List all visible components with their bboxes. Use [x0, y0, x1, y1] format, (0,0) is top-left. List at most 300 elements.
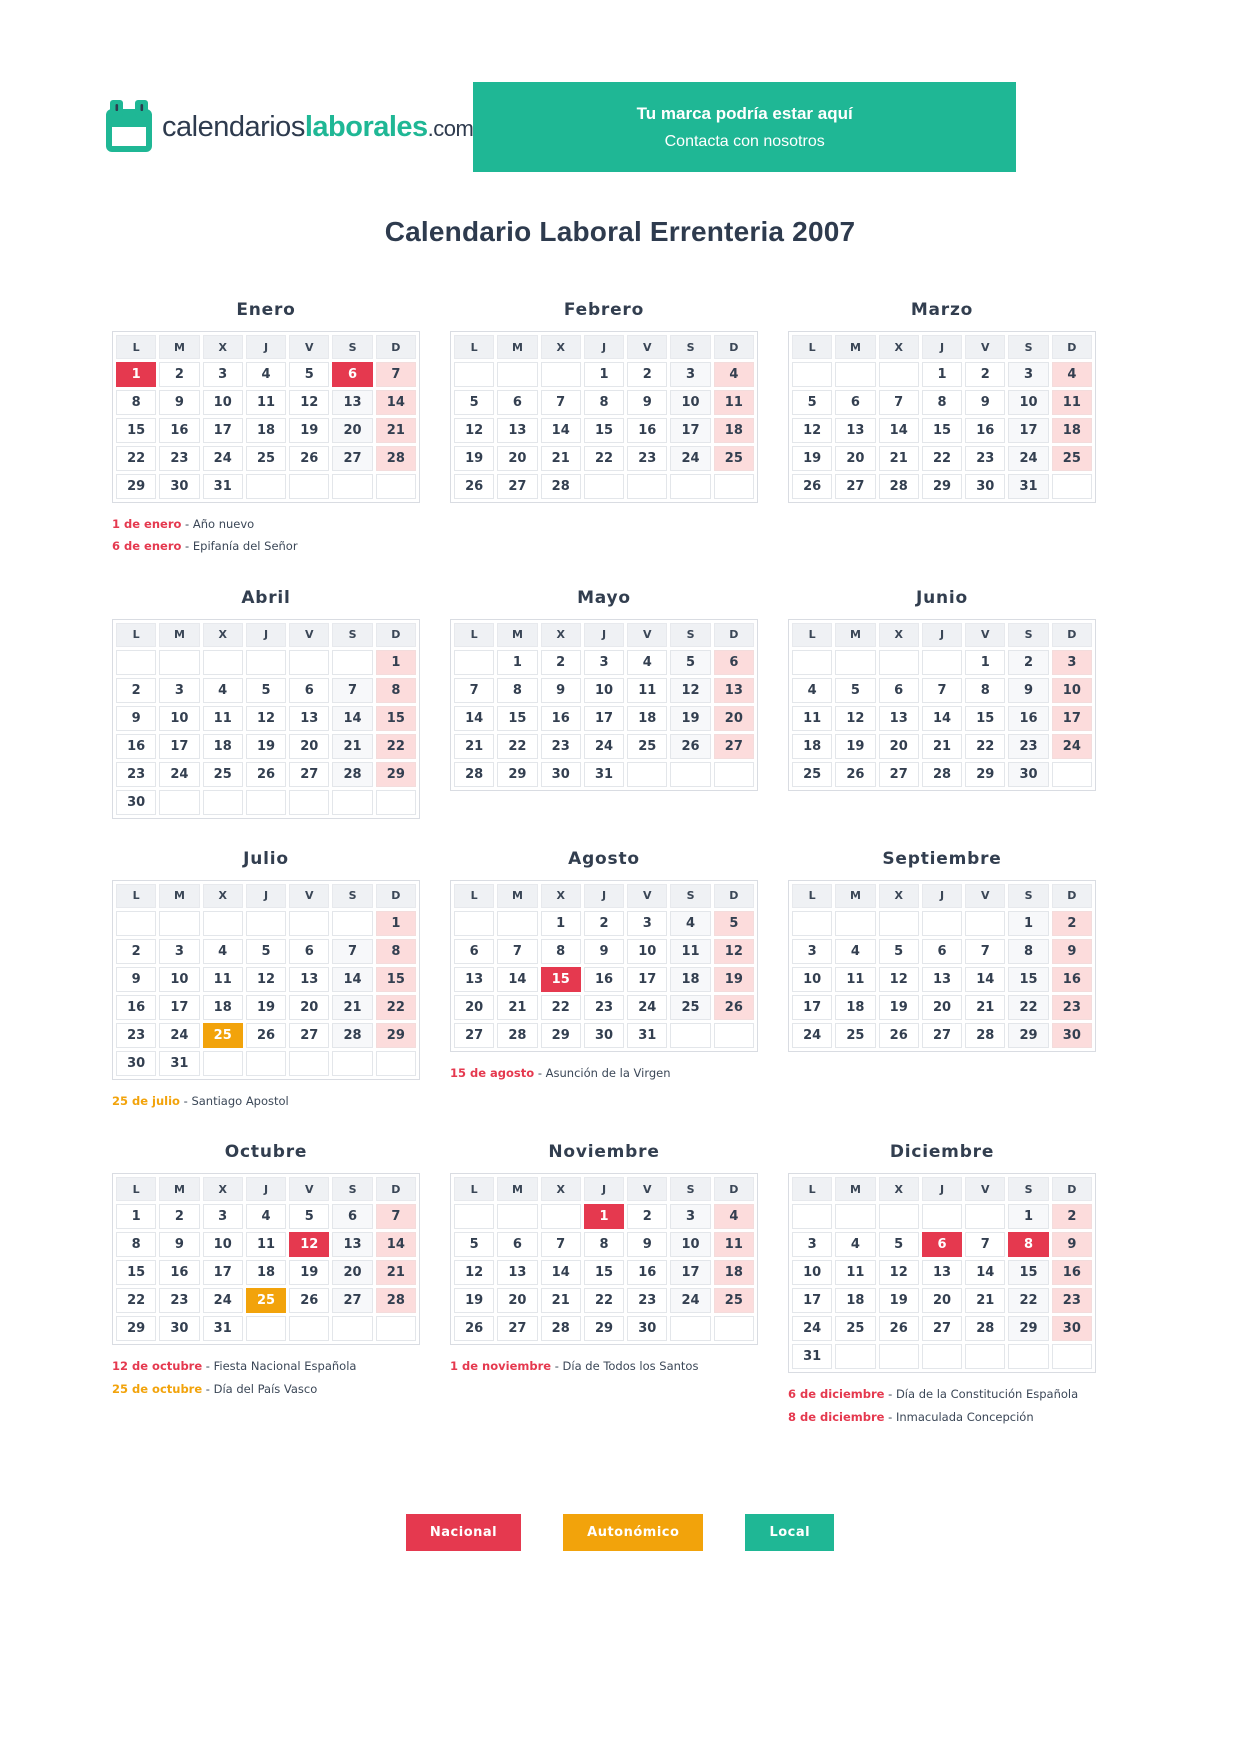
day-cell: 17: [1008, 418, 1048, 443]
weekday-header-row: [454, 335, 754, 359]
banner-contact-link: Contacta con nosotros: [664, 132, 825, 150]
day-cell: 30: [541, 762, 581, 787]
day-cell: 16: [159, 418, 199, 443]
day-cell: 12: [670, 678, 710, 703]
day-cell: 27: [497, 474, 537, 499]
day-cell-empty: [376, 1051, 416, 1076]
day-cell: 21: [541, 1288, 581, 1313]
day-cell: 3: [203, 1204, 243, 1229]
day-cell: 16: [1052, 1260, 1092, 1285]
day-cell: 22: [497, 734, 537, 759]
logo-part-calendarios: calendarios: [162, 110, 305, 143]
day-cell: 19: [454, 446, 494, 471]
holiday-cell-autonomico: 25: [203, 1023, 243, 1048]
week-row: [792, 734, 1092, 759]
day-cell: 28: [879, 474, 919, 499]
day-cell: 29: [1008, 1316, 1048, 1341]
day-cell-empty: [159, 911, 199, 936]
month-table: [112, 1173, 420, 1345]
day-cell: 26: [792, 474, 832, 499]
day-cell: 16: [116, 995, 156, 1020]
day-cell-empty: [670, 474, 710, 499]
day-cell: 30: [116, 1051, 156, 1076]
month-calendar-julio: [112, 849, 420, 1112]
day-cell: 2: [159, 1204, 199, 1229]
day-cell: 29: [116, 474, 156, 499]
day-cell: 30: [965, 474, 1005, 499]
weekday-header: J: [584, 1177, 624, 1201]
day-cell-empty: [922, 911, 962, 936]
day-cell: 30: [1008, 762, 1048, 787]
holiday-cell-nacional: 1: [584, 1204, 624, 1229]
day-cell: 27: [289, 762, 329, 787]
day-cell: 9: [541, 678, 581, 703]
weekday-header-row: [116, 884, 416, 908]
day-cell: 22: [541, 995, 581, 1020]
day-cell: 9: [159, 390, 199, 415]
day-cell: 14: [376, 1232, 416, 1257]
weekday-header: M: [159, 884, 199, 908]
day-cell-empty: [835, 1204, 875, 1229]
weekday-header: S: [1008, 335, 1048, 359]
day-cell: 16: [627, 418, 667, 443]
months-grid: [112, 300, 1096, 1428]
weekday-header: D: [1052, 1177, 1092, 1201]
weekday-header: M: [835, 335, 875, 359]
day-cell: 4: [246, 1204, 286, 1229]
day-cell: 27: [454, 1023, 494, 1048]
weekday-header: S: [332, 623, 372, 647]
week-row: [454, 390, 754, 415]
month-days: [116, 1204, 416, 1341]
day-cell-empty: [376, 790, 416, 815]
day-cell: 29: [116, 1316, 156, 1341]
day-cell: 3: [1008, 362, 1048, 387]
day-cell-empty: [541, 1204, 581, 1229]
day-cell-empty: [289, 790, 329, 815]
legend-nacional-button[interactable]: Nacional: [406, 1514, 521, 1551]
day-cell: 6: [714, 650, 754, 675]
day-cell: 28: [376, 1288, 416, 1313]
day-cell: 6: [289, 678, 329, 703]
day-cell-empty: [246, 790, 286, 815]
day-cell: 6: [922, 939, 962, 964]
day-cell: 16: [1052, 967, 1092, 992]
day-cell: 9: [627, 390, 667, 415]
day-cell: 11: [835, 1260, 875, 1285]
day-cell: 21: [454, 734, 494, 759]
holiday-note-text: Año nuevo: [192, 517, 255, 531]
weekday-header: J: [246, 1177, 286, 1201]
day-cell: 17: [792, 995, 832, 1020]
day-cell: 14: [879, 418, 919, 443]
day-cell: 16: [159, 1260, 199, 1285]
day-cell-empty: [670, 762, 710, 787]
weekday-header-row: [454, 1177, 754, 1201]
day-cell: 30: [159, 474, 199, 499]
weekday-header: M: [835, 1177, 875, 1201]
ad-banner[interactable]: [473, 82, 1016, 172]
day-cell-empty: [714, 1023, 754, 1048]
month-title: Marzo: [910, 300, 974, 320]
day-cell: 26: [289, 446, 329, 471]
holiday-note-date: 12 de octubre: [112, 1359, 203, 1374]
month-title: Diciembre: [889, 1142, 995, 1163]
week-row: [792, 939, 1092, 964]
month-table: [788, 880, 1096, 1052]
week-row: [454, 1316, 754, 1341]
weekday-header: S: [670, 335, 710, 359]
day-cell: 6: [835, 390, 875, 415]
day-cell: 25: [835, 1023, 875, 1048]
week-row: [454, 474, 754, 499]
day-cell: 3: [670, 362, 710, 387]
logo-text: [162, 111, 473, 144]
day-cell-empty: [792, 911, 832, 936]
day-cell: 14: [965, 1260, 1005, 1285]
day-cell: 5: [289, 362, 329, 387]
day-cell: 13: [922, 1260, 962, 1285]
day-cell: 7: [922, 678, 962, 703]
weekday-header: V: [289, 1177, 329, 1201]
weekday-header: X: [203, 335, 243, 359]
weekday-header: V: [289, 884, 329, 908]
day-cell: 8: [376, 939, 416, 964]
banner-headline: Tu marca podría estar aquí: [636, 103, 853, 123]
month-calendar-mayo: [450, 588, 758, 819]
weekday-header-row: [454, 335, 754, 359]
day-cell: 23: [1008, 734, 1048, 759]
day-cell: 25: [714, 1288, 754, 1313]
weekday-header: L: [792, 884, 832, 908]
day-cell: 19: [454, 1288, 494, 1313]
month-calendar-diciembre: [788, 1142, 1096, 1428]
day-cell: 13: [879, 706, 919, 731]
day-cell: 25: [714, 446, 754, 471]
day-cell: 14: [541, 1260, 581, 1285]
day-cell-empty: [289, 474, 329, 499]
legend-local-button[interactable]: Local: [745, 1514, 834, 1551]
day-cell: 12: [246, 706, 286, 731]
week-row: [454, 446, 754, 471]
day-cell: 23: [159, 446, 199, 471]
day-cell-empty: [116, 911, 156, 936]
week-row: [792, 1344, 1092, 1369]
day-cell: 10: [159, 706, 199, 731]
day-cell: 15: [376, 706, 416, 731]
day-cell: 18: [203, 995, 243, 1020]
day-cell: 28: [922, 762, 962, 787]
weekday-header-row: [454, 1177, 754, 1201]
day-cell: 17: [203, 1260, 243, 1285]
day-cell: 18: [246, 418, 286, 443]
week-row: [792, 706, 1092, 731]
weekday-header: V: [289, 623, 329, 647]
site-logo[interactable]: [104, 100, 473, 154]
day-cell: 21: [376, 418, 416, 443]
day-cell-empty: [454, 650, 494, 675]
month-table: [450, 331, 758, 503]
day-cell: 26: [246, 762, 286, 787]
weekday-header-row: [116, 335, 416, 359]
weekday-header: D: [376, 623, 416, 647]
day-cell: 2: [1052, 911, 1092, 936]
day-cell: 29: [497, 762, 537, 787]
weekday-header: V: [627, 884, 667, 908]
month-title: Febrero: [563, 300, 645, 320]
day-cell-empty: [289, 911, 329, 936]
holiday-cell-nacional: 12: [289, 1232, 329, 1257]
day-cell: 10: [203, 390, 243, 415]
day-cell: 23: [541, 734, 581, 759]
day-cell: 21: [332, 734, 372, 759]
weekday-header: V: [965, 884, 1005, 908]
day-cell: 15: [376, 967, 416, 992]
day-cell-empty: [879, 1204, 919, 1229]
day-cell: 11: [627, 678, 667, 703]
day-cell: 24: [159, 1023, 199, 1048]
day-cell: 15: [1008, 1260, 1048, 1285]
day-cell: 3: [203, 362, 243, 387]
weekday-header: L: [454, 884, 494, 908]
month-title: Abril: [241, 587, 291, 608]
day-cell: 6: [497, 390, 537, 415]
day-cell: 29: [376, 1023, 416, 1048]
day-cell: 30: [1052, 1316, 1092, 1341]
day-cell: 17: [584, 706, 624, 731]
day-cell-empty: [246, 1316, 286, 1341]
month-days: [454, 362, 754, 499]
day-cell: 1: [922, 362, 962, 387]
day-cell: 5: [835, 678, 875, 703]
day-cell: 27: [714, 734, 754, 759]
day-cell-empty: [454, 1204, 494, 1229]
weekday-header: D: [714, 335, 754, 359]
day-cell: 28: [332, 1023, 372, 1048]
day-cell: 26: [289, 1288, 329, 1313]
day-cell: 28: [454, 762, 494, 787]
holiday-note-text: Asunción de la Virgen: [545, 1065, 671, 1080]
legend-autonomico-button[interactable]: Autonómico: [563, 1514, 703, 1551]
weekday-header: V: [627, 1177, 667, 1201]
day-cell: 15: [922, 418, 962, 443]
day-cell: 28: [497, 1023, 537, 1048]
day-cell: 10: [1008, 390, 1048, 415]
day-cell: 13: [714, 678, 754, 703]
day-cell: 17: [1052, 706, 1092, 731]
weekday-header: D: [376, 884, 416, 908]
day-cell: 8: [965, 678, 1005, 703]
day-cell: 18: [714, 1260, 754, 1285]
weekday-header: X: [203, 623, 243, 647]
day-cell: 27: [922, 1316, 962, 1341]
day-cell: 31: [203, 1316, 243, 1341]
day-cell: 5: [454, 1232, 494, 1257]
week-row: [116, 446, 416, 471]
weekday-header: L: [116, 1177, 156, 1201]
day-cell: 24: [159, 762, 199, 787]
holiday-notes: [112, 1355, 420, 1400]
weekday-header: L: [454, 335, 494, 359]
holiday-notes: [112, 1090, 420, 1112]
day-cell-empty: [714, 474, 754, 499]
day-cell: 17: [159, 995, 199, 1020]
day-cell-empty: [879, 362, 919, 387]
day-cell-empty: [454, 362, 494, 387]
day-cell: 5: [714, 911, 754, 936]
holiday-note-date: 25 de julio: [112, 1093, 180, 1108]
week-row: [116, 474, 416, 499]
day-cell-empty: [792, 650, 832, 675]
day-cell: 15: [497, 706, 537, 731]
month-table: [112, 619, 420, 819]
week-row: [116, 390, 416, 415]
day-cell: 24: [670, 1288, 710, 1313]
day-cell: 7: [376, 362, 416, 387]
day-cell: 13: [332, 1232, 372, 1257]
month-calendar-marzo: [788, 300, 1096, 558]
day-cell: 3: [1052, 650, 1092, 675]
day-cell: 8: [922, 390, 962, 415]
day-cell: 19: [246, 734, 286, 759]
weekday-header: X: [541, 1177, 581, 1201]
day-cell: 15: [116, 418, 156, 443]
day-cell: 21: [541, 446, 581, 471]
day-cell: 8: [116, 1232, 156, 1257]
day-cell: 3: [584, 650, 624, 675]
weekday-header-row: [792, 1177, 1092, 1201]
day-cell: 18: [1052, 418, 1092, 443]
weekday-header: M: [835, 884, 875, 908]
day-cell: 9: [965, 390, 1005, 415]
week-row: [792, 362, 1092, 387]
day-cell: 14: [332, 967, 372, 992]
day-cell-empty: [835, 1344, 875, 1369]
day-cell-empty: [159, 650, 199, 675]
holiday-note-date: 6 de enero: [112, 539, 182, 554]
day-cell: 11: [246, 1232, 286, 1257]
weekday-header: L: [454, 1177, 494, 1201]
weekday-header: M: [159, 1177, 199, 1201]
day-cell: 18: [246, 1260, 286, 1285]
month-title: Mayo: [577, 587, 631, 608]
day-cell: 12: [246, 967, 286, 992]
day-cell: 28: [541, 1316, 581, 1341]
day-cell: 2: [116, 939, 156, 964]
day-cell-empty: [965, 1204, 1005, 1229]
day-cell: 8: [116, 390, 156, 415]
week-row: [116, 790, 416, 815]
day-cell: 1: [376, 911, 416, 936]
day-cell: 19: [714, 967, 754, 992]
day-cell: 24: [627, 995, 667, 1020]
day-cell: 1: [1008, 1204, 1048, 1229]
day-cell: 20: [497, 446, 537, 471]
day-cell-empty: [835, 362, 875, 387]
day-cell: 12: [454, 1260, 494, 1285]
weekday-header: D: [376, 1177, 416, 1201]
day-cell: 19: [835, 734, 875, 759]
day-cell: 4: [1052, 362, 1092, 387]
day-cell: 21: [922, 734, 962, 759]
day-cell: 19: [879, 995, 919, 1020]
day-cell: 9: [1008, 678, 1048, 703]
holiday-note: 6 de diciembre - Día de la Constitución Española: [788, 1387, 1079, 1402]
day-cell: 4: [670, 911, 710, 936]
day-cell: 10: [584, 678, 624, 703]
day-cell: 14: [497, 967, 537, 992]
week-row: [116, 706, 416, 731]
day-cell: 14: [965, 967, 1005, 992]
holiday-notes: [788, 1383, 1096, 1428]
weekday-header-row: [792, 335, 1092, 359]
header: [104, 82, 1016, 172]
holiday-note: 25 de julio - Santiago Apostol: [112, 1093, 289, 1108]
day-cell: 6: [289, 939, 329, 964]
day-cell: 16: [116, 734, 156, 759]
day-cell: 3: [670, 1204, 710, 1229]
weekday-header: X: [203, 1177, 243, 1201]
month-table: [788, 619, 1096, 791]
day-cell: 8: [497, 678, 537, 703]
day-cell-empty: [332, 790, 372, 815]
week-row: [792, 911, 1092, 936]
day-cell: 27: [922, 1023, 962, 1048]
day-cell: 6: [454, 939, 494, 964]
weekday-header-row: [116, 1177, 416, 1201]
weekday-header: J: [246, 884, 286, 908]
day-cell: 21: [376, 1260, 416, 1285]
holiday-note-text: Inmaculada Concepción: [895, 1409, 1034, 1424]
day-cell: 23: [584, 995, 624, 1020]
day-cell: 20: [289, 995, 329, 1020]
week-row: [454, 762, 754, 787]
weekday-header: X: [879, 884, 919, 908]
day-cell: 20: [879, 734, 919, 759]
weekday-header: L: [454, 623, 494, 647]
month-calendar-enero: [112, 300, 420, 558]
day-cell: 18: [835, 1288, 875, 1313]
weekday-header: S: [332, 335, 372, 359]
week-row: [454, 650, 754, 675]
day-cell: 4: [835, 1232, 875, 1257]
page-title: Calendario Laboral Errenteria 2007: [384, 216, 856, 247]
day-cell: 2: [627, 1204, 667, 1229]
day-cell-empty: [879, 650, 919, 675]
month-calendar-noviembre: [450, 1142, 758, 1428]
week-row: [116, 1288, 416, 1313]
day-cell-empty: [1052, 762, 1092, 787]
holiday-note: 1 de noviembre - Día de Todos los Santos: [450, 1359, 699, 1374]
holiday-notes: [450, 1355, 758, 1377]
week-row: [792, 1232, 1092, 1257]
weekday-header: L: [116, 623, 156, 647]
week-row: [116, 939, 416, 964]
month-days: [116, 362, 416, 499]
weekday-header: X: [879, 623, 919, 647]
holiday-cell-nacional: 8: [1008, 1232, 1048, 1257]
week-row: [116, 1232, 416, 1257]
day-cell-empty: [203, 1051, 243, 1076]
day-cell: 30: [1052, 1023, 1092, 1048]
day-cell: 30: [159, 1316, 199, 1341]
week-row: [116, 911, 416, 936]
weekday-header-row: [792, 623, 1092, 647]
weekday-header: V: [627, 335, 667, 359]
month-days: [792, 650, 1092, 787]
day-cell: 26: [879, 1023, 919, 1048]
day-cell: 26: [835, 762, 875, 787]
